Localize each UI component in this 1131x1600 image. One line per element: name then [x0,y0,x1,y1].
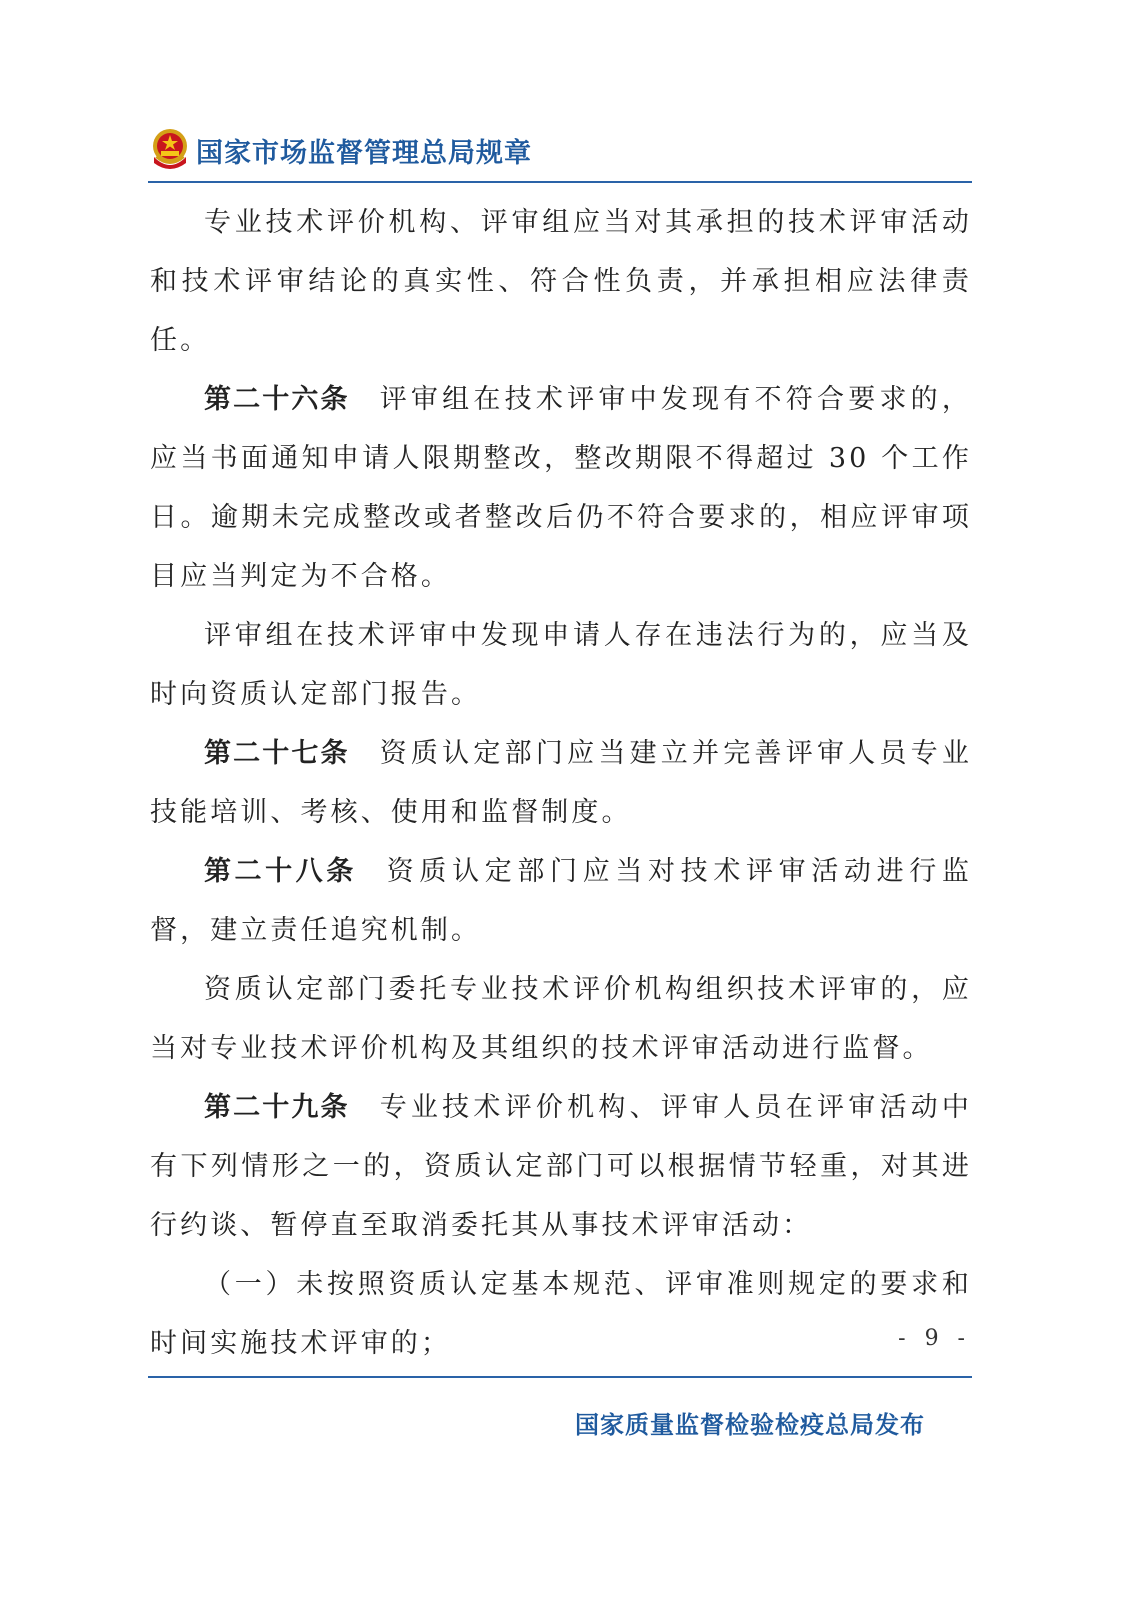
page-number: - 9 - [898,1326,971,1351]
article-paragraph [150,724,972,842]
national-emblem-icon [150,127,190,173]
paragraph-text: 专业技术评价机构、评审人员在评审活动中有下列情形之一的，资质认定部门可以根据情节轻重，对其进行约谈、暂停直至取消委托其从事技术评审活动： [150,1092,973,1241]
header-divider [148,181,972,183]
article-paragraph [150,1078,972,1255]
paragraph [150,193,972,370]
page-header [150,120,972,180]
document-body [150,193,972,1373]
paragraph-text: 专业技术评价机构、评审组应当对其承担的技术评审活动和技术评审结论的真实性、符合性负责，并承担相应法律责任。 [150,207,972,356]
paragraph-text: 资质认定部门应当建立并完善评审人员专业技能培训、考核、使用和监督制度。 [150,738,973,828]
paragraph-text: 资质认定部门应当对技术评审活动进行监督，建立责任追究机制。 [150,856,972,946]
paragraph-text: 评审组在技术评审中发现申请人存在违法行为的，应当及时向资质认定部门报告。 [150,620,972,710]
paragraph-text: 评审组在技术评审中发现有不符合要求的，应当书面通知申请人限期整改，整改期限不得超过 30 个工作日。逾期未完成整改或者整改后仍不符合要求的，相应评审项目应当判定为不合格。 [150,384,973,592]
paragraph [150,606,972,724]
header-title: 国家市场监督管理总局规章 [196,137,532,169]
article-number: 第二十六条 [204,384,350,415]
article-paragraph [150,842,972,960]
article-number: 第二十九条 [204,1092,350,1123]
list-item-paragraph [150,1255,972,1373]
article-number: 第二十七条 [204,738,350,769]
paragraph-text: 资质认定部门委托专业技术评价机构组织技术评审的，应当对专业技术评价机构及其组织的技术评审活动进行监督。 [150,974,972,1064]
footer-publisher: 国家质量监督检验检疫总局发布 [575,1411,925,1439]
footer-divider [148,1376,972,1378]
article-paragraph [150,370,972,606]
paragraph-text: （一）未按照资质认定基本规范、评审准则规定的要求和时间实施技术评审的； [150,1269,972,1359]
paragraph [150,960,972,1078]
article-number: 第二十八条 [204,856,357,887]
